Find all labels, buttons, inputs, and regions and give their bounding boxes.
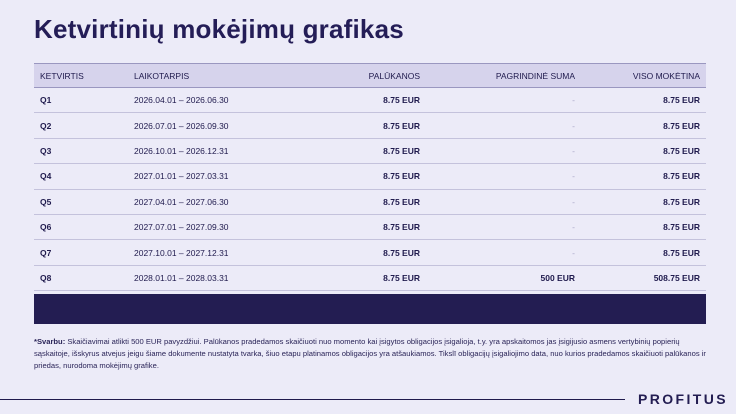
total-cell: 8.75 EUR bbox=[663, 120, 700, 131]
table-footer-bar bbox=[34, 294, 706, 324]
table-row bbox=[34, 190, 706, 215]
interest-cell: 8.75 EUR bbox=[383, 120, 420, 131]
principal-cell: - bbox=[572, 196, 575, 207]
period-cell: 2026.07.01 – 2026.09.30 bbox=[134, 120, 229, 131]
table-row bbox=[34, 215, 706, 240]
period-cell: 2026.10.01 – 2026.12.31 bbox=[134, 145, 229, 156]
table-row bbox=[34, 113, 706, 138]
note-label: *Svarbu: bbox=[34, 337, 66, 346]
principal-cell: - bbox=[572, 247, 575, 258]
header-quarter: KETVIRTIS bbox=[40, 70, 84, 81]
total-cell: 8.75 EUR bbox=[663, 247, 700, 258]
table-header-row bbox=[34, 63, 706, 88]
interest-cell: 8.75 EUR bbox=[383, 247, 420, 258]
table-row bbox=[34, 266, 706, 291]
table-row bbox=[34, 240, 706, 265]
header-interest: PALŪKANOS bbox=[368, 70, 420, 81]
period-cell: 2028.01.01 – 2028.03.31 bbox=[134, 272, 229, 283]
interest-cell: 8.75 EUR bbox=[383, 171, 420, 182]
table-row bbox=[34, 164, 706, 189]
principal-cell: - bbox=[572, 145, 575, 156]
period-cell: 2027.10.01 – 2027.12.31 bbox=[134, 247, 229, 258]
total-cell: 8.75 EUR bbox=[663, 95, 700, 106]
quarter-cell: Q8 bbox=[40, 272, 52, 283]
quarter-cell: Q7 bbox=[40, 247, 52, 258]
interest-cell: 8.75 EUR bbox=[383, 196, 420, 207]
total-cell: 8.75 EUR bbox=[663, 196, 700, 207]
period-cell: 2027.04.01 – 2027.06.30 bbox=[134, 196, 229, 207]
quarter-cell: Q1 bbox=[40, 95, 52, 106]
interest-cell: 8.75 EUR bbox=[383, 145, 420, 156]
interest-cell: 8.75 EUR bbox=[383, 272, 420, 283]
total-cell: 508.75 EUR bbox=[653, 272, 700, 283]
total-cell: 8.75 EUR bbox=[663, 171, 700, 182]
total-cell: 8.75 EUR bbox=[663, 222, 700, 233]
bottom-divider bbox=[0, 399, 625, 400]
header-total: VISO MOKĖTINA bbox=[632, 70, 700, 81]
interest-cell: 8.75 EUR bbox=[383, 95, 420, 106]
principal-cell: 500 EUR bbox=[540, 272, 575, 283]
quarter-cell: Q4 bbox=[40, 171, 52, 182]
profitus-logo: PROFITUS bbox=[638, 391, 728, 407]
principal-cell: - bbox=[572, 95, 575, 106]
note-text: Skaičiavimai atlikti 500 EUR pavyzdžiui. Palūkanos pradedamos skaičiuoti nuo momento kai įsigytos obligacijos įsigalioja, t.y. yra apskaitomos jas įsigijusio asmens vertybinių popierių sąskaitoje, išskyrus atvejus jeigu šiame dokumente nustatyta tvarka, šiuo etapu platinamos obligacijos yra atšaukiamos. Tikslī obligacijų įsigaliojimo data, nuo kurios pradedamos skaičiuoti palūkanos ir priedas, nurodoma mokėjimų grafike. bbox=[34, 337, 706, 371]
table-row bbox=[34, 139, 706, 164]
quarter-cell: Q3 bbox=[40, 145, 52, 156]
quarter-cell: Q2 bbox=[40, 120, 52, 131]
principal-cell: - bbox=[572, 120, 575, 131]
quarter-cell: Q6 bbox=[40, 222, 52, 233]
interest-cell: 8.75 EUR bbox=[383, 222, 420, 233]
total-cell: 8.75 EUR bbox=[663, 145, 700, 156]
period-cell: 2027.01.01 – 2027.03.31 bbox=[134, 171, 229, 182]
principal-cell: - bbox=[572, 171, 575, 182]
period-cell: 2026.04.01 – 2026.06.30 bbox=[134, 95, 229, 106]
header-principal: PAGRINDINĖ SUMA bbox=[495, 70, 575, 81]
payment-schedule-table bbox=[34, 63, 706, 291]
header-period: LAIKOTARPIS bbox=[134, 70, 190, 81]
page-title: Ketvirtinių mokėjimų grafikas bbox=[34, 14, 404, 44]
quarter-cell: Q5 bbox=[40, 196, 52, 207]
period-cell: 2027.07.01 – 2027.09.30 bbox=[134, 222, 229, 233]
principal-cell: - bbox=[572, 222, 575, 233]
table-row bbox=[34, 88, 706, 113]
disclaimer-note bbox=[34, 336, 706, 373]
